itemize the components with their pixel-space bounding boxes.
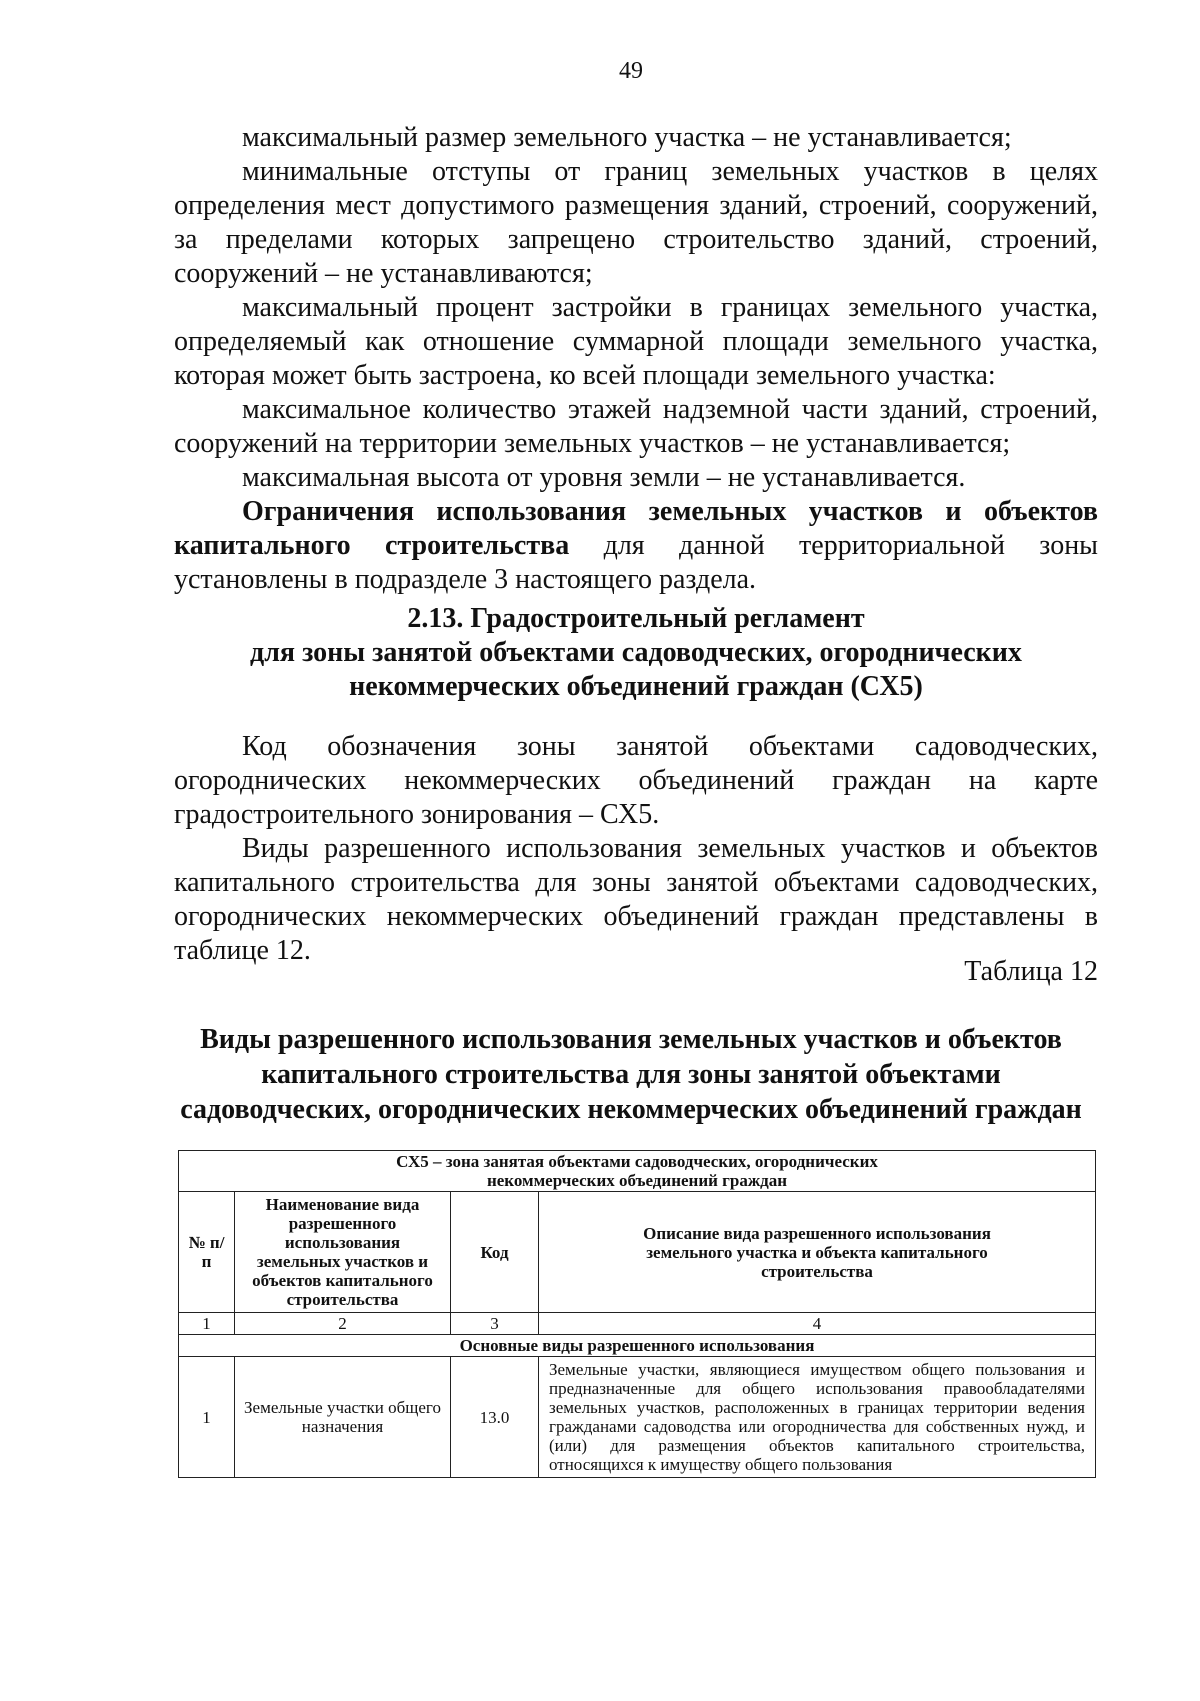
group-title: Основные виды разрешенного использования [179, 1335, 1096, 1357]
restriction-rest: для данной территориальной зоны установлены в подразделе 3 настоящего раздела. [174, 530, 1098, 595]
paragraph: максимальное количество этажей надземной части зданий, строений, сооружений на территории земельных участков – не устанавливается; [174, 394, 1098, 459]
column-number: 3 [451, 1313, 539, 1335]
page-number: 49 [619, 58, 643, 84]
row-num: 1 [179, 1357, 235, 1478]
table-title: СХ5 – зона занятая объектами садоводческих, огороднических некоммерческих объединений граждан [179, 1151, 1096, 1192]
table-title-row [179, 1151, 1096, 1192]
header-code: Код [451, 1192, 539, 1313]
group-row [179, 1335, 1096, 1357]
table-heading-line: Виды разрешенного использования земельных участков и объектов [200, 1024, 1062, 1055]
section-heading-line: 2.13. Градостроительный регламент [407, 603, 865, 634]
column-number: 1 [179, 1313, 235, 1335]
row-desc: Земельные участки, являющиеся имуществом общего пользования и предназначенные для общего использования правообладателями земельных участков, расположенных в границах территории ведения гражданами садоводства или огородничества для собственных нужд, и (или) для размещения объектов капитального строительства, относящихся к имуществу общего пользования [539, 1357, 1096, 1478]
table-heading-line: капитального строительства для зоны занятой объектами [261, 1059, 1001, 1090]
body-text [174, 121, 1098, 597]
row-name: Земельные участки общего назначения [235, 1357, 451, 1478]
zone-description [174, 730, 1098, 968]
row-code: 13.0 [451, 1357, 539, 1478]
section-heading [174, 602, 1098, 704]
header-desc: Описание вида разрешенного использования земельного участка и объекта капитального строительства [539, 1192, 1096, 1313]
restriction-bold: Ограничения использования земельных участков и объектов капитального строительства [174, 496, 1098, 561]
column-number: 4 [539, 1313, 1096, 1335]
column-number: 2 [235, 1313, 451, 1335]
table-header-row [179, 1192, 1096, 1313]
regulation-table [178, 1150, 1096, 1478]
table-label: Таблица 12 [964, 956, 1098, 987]
restriction-paragraph [174, 495, 1098, 597]
header-num: № п/п [179, 1192, 235, 1313]
section-heading-line: для зоны занятой объектами садоводческих, огороднических [250, 637, 1022, 668]
paragraph: Виды разрешенного использования земельных участков и объектов капитального строительства для зоны занятой объектами садоводческих, огороднических некоммерческих объединений граждан представлены в таблице 12. [174, 833, 1098, 966]
section-heading-line: некоммерческих объединений граждан (СХ5) [349, 671, 923, 702]
paragraph: Код обозначения зоны занятой объектами садоводческих, огороднических некоммерческих объединений граждан на карте градостроительного зонирования – СХ5. [174, 731, 1098, 830]
header-name: Наименование вида разрешенного использования земельных участков и объектов капитального строительства [235, 1192, 451, 1313]
column-number-row [179, 1313, 1096, 1335]
paragraph: максимальный размер земельного участка – не устанавливается; [242, 122, 1012, 153]
table-row [179, 1357, 1096, 1478]
paragraph: минимальные отступы от границ земельных участков в целях определения мест допустимого размещения зданий, строений, сооружений, за пределами которых запрещено строительство зданий, строений, сооружений – не устанавливаются; [174, 156, 1098, 289]
paragraph: максимальная высота от уровня земли – не устанавливается. [242, 462, 966, 493]
table-heading-line: садоводческих, огороднических некоммерческих объединений граждан [180, 1094, 1082, 1125]
table-heading [150, 1022, 1112, 1127]
paragraph: максимальный процент застройки в границах земельного участка, определяемый как отношение суммарной площади земельного участка, которая может быть застроена, ко всей площади земельного участка: [174, 292, 1098, 391]
